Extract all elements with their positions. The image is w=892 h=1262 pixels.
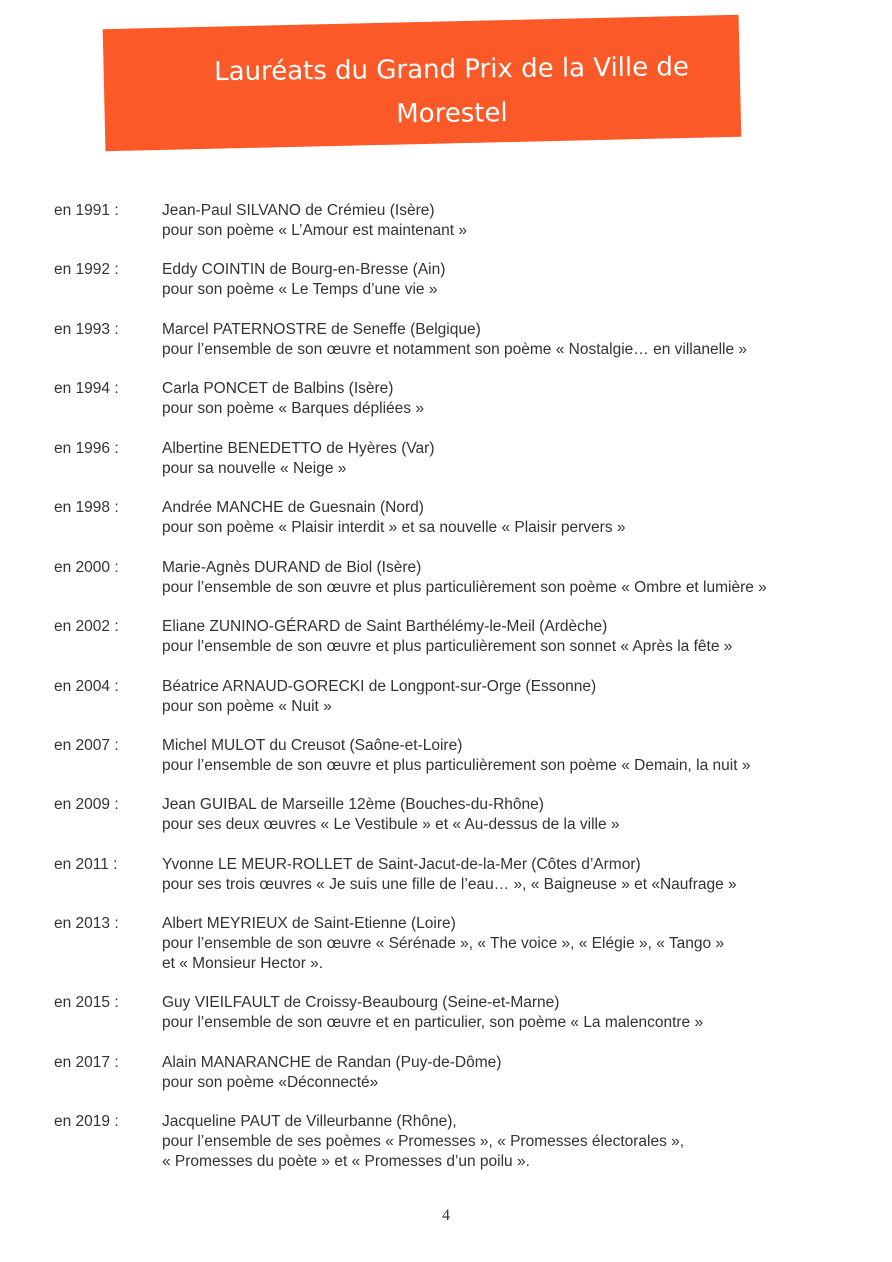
entry-line: pour ses deux œuvres « Le Vestibule » et « Au-dessus de la ville »	[162, 816, 620, 833]
entry-year: en 2000 :	[54, 559, 119, 576]
entry-line: Alain MANARANCHE de Randan (Puy-de-Dôme)	[162, 1054, 502, 1071]
entry-line: pour sa nouvelle « Neige »	[162, 460, 347, 477]
entry-year: en 1993 :	[54, 321, 119, 338]
entry-content	[162, 320, 852, 360]
entry-year: en 1994 :	[54, 380, 119, 397]
title-line-1: Lauréats du Grand Prix de la Ville de Morestel	[213, 52, 690, 130]
entry-line: pour son poème « Plaisir interdit » et sa nouvelle « Plaisir pervers »	[162, 519, 626, 536]
page-number: 4	[442, 1207, 450, 1224]
entry-content	[162, 498, 852, 538]
entry-year: en 1996 :	[54, 440, 119, 457]
entry-content	[162, 558, 852, 598]
entry-content	[162, 855, 852, 895]
entry-content	[162, 795, 852, 835]
entry-line: Albertine BENEDETTO de Hyères (Var)	[162, 440, 435, 457]
entry-year: en 1991 :	[54, 202, 119, 219]
page-title	[103, 45, 740, 184]
entry-line: pour l’ensemble de son œuvre et en particulier, son poème « La malencontre »	[162, 1014, 704, 1031]
entry-year: en 2002 :	[54, 618, 119, 635]
entry-content	[162, 677, 852, 717]
entry-line: pour son poème « Le Temps d’une vie »	[162, 281, 438, 298]
entry-line: Jean-Paul SILVANO de Crémieu (Isère)	[162, 202, 435, 219]
entry-year: en 2019 :	[54, 1113, 119, 1130]
entry-content	[162, 914, 852, 974]
entry-line: Andrée MANCHE de Guesnain (Nord)	[162, 499, 424, 516]
entry-line: Béatrice ARNAUD-GORECKI de Longpont-sur-Orge (Essonne)	[162, 678, 597, 695]
entry-line: pour l’ensemble de son œuvre et plus particulièrement son poème « Demain, la nuit »	[162, 757, 751, 774]
entry-year: en 2004 :	[54, 678, 119, 695]
entry-content	[162, 1053, 852, 1093]
entry-line: Marcel PATERNOSTRE de Seneffe (Belgique)	[162, 321, 481, 338]
entry-line: Carla PONCET de Balbins (Isère)	[162, 380, 394, 397]
entry-year: en 2013 :	[54, 915, 119, 932]
entry-line: « Promesses du poète » et « Promesses d’un poilu ».	[162, 1153, 530, 1170]
entry-year: en 1992 :	[54, 261, 119, 278]
entry-line: Marie-Agnès DURAND de Biol (Isère)	[162, 559, 422, 576]
entry-content	[162, 1112, 852, 1172]
entry-line: Jacqueline PAUT de Villeurbanne (Rhône),	[162, 1113, 457, 1130]
entry-year: en 2007 :	[54, 737, 119, 754]
entry-line: pour ses trois œuvres « Je suis une fille de l’eau… », « Baigneuse » et «Naufrage »	[162, 876, 737, 893]
entry-year: en 2017 :	[54, 1054, 119, 1071]
entry-line: pour l’ensemble de son œuvre et plus particulièrement son sonnet « Après la fête »	[162, 638, 733, 655]
entry-content	[162, 993, 852, 1033]
entry-content	[162, 439, 852, 479]
entry-content	[162, 260, 852, 300]
entry-line: Michel MULOT du Creusot (Saône-et-Loire)	[162, 737, 463, 754]
entry-line: Yvonne LE MEUR-ROLLET de Saint-Jacut-de-la-Mer (Côtes d’Armor)	[162, 856, 641, 873]
entry-line: pour l’ensemble de ses poèmes « Promesses », « Promesses électorales »,	[162, 1133, 685, 1150]
title-line-2: lors des concours précédents :	[243, 140, 642, 175]
entry-line: Jean GUIBAL de Marseille 12ème (Bouches-du-Rhône)	[162, 796, 544, 813]
entry-line: pour son poème « Nuit »	[162, 698, 332, 715]
entry-line: pour son poème « L’Amour est maintenant »	[162, 222, 468, 239]
entry-year: en 2011 :	[54, 856, 118, 873]
entry-content	[162, 736, 852, 776]
entry-line: et « Monsieur Hector ».	[162, 955, 324, 972]
entry-content	[162, 617, 852, 657]
entry-content	[162, 379, 852, 419]
entry-line: pour l’ensemble de son œuvre « Sérénade », « The voice », « Elégie », « Tango »	[162, 935, 725, 952]
entry-line: pour son poème «Déconnecté»	[162, 1074, 379, 1091]
entry-line: pour l’ensemble de son œuvre et notamment son poème « Nostalgie… en villanelle »	[162, 341, 748, 358]
entry-line: pour l’ensemble de son œuvre et plus particulièrement son poème « Ombre et lumière »	[162, 579, 767, 596]
entry-year: en 2015 :	[54, 994, 119, 1011]
entry-year: en 1998 :	[54, 499, 119, 516]
entry-line: pour son poème « Barques dépliées »	[162, 400, 424, 417]
entry-line: Eddy COINTIN de Bourg-en-Bresse (Ain)	[162, 261, 446, 278]
entry-line: Albert MEYRIEUX de Saint-Etienne (Loire)	[162, 915, 456, 932]
entry-line: Guy VIEILFAULT de Croissy-Beaubourg (Seine-et-Marne)	[162, 994, 560, 1011]
entry-line: Eliane ZUNINO-GÉRARD de Saint Barthélémy-le-Meil (Ardèche)	[162, 618, 608, 635]
entry-content	[162, 201, 852, 241]
entry-year: en 2009 :	[54, 796, 119, 813]
